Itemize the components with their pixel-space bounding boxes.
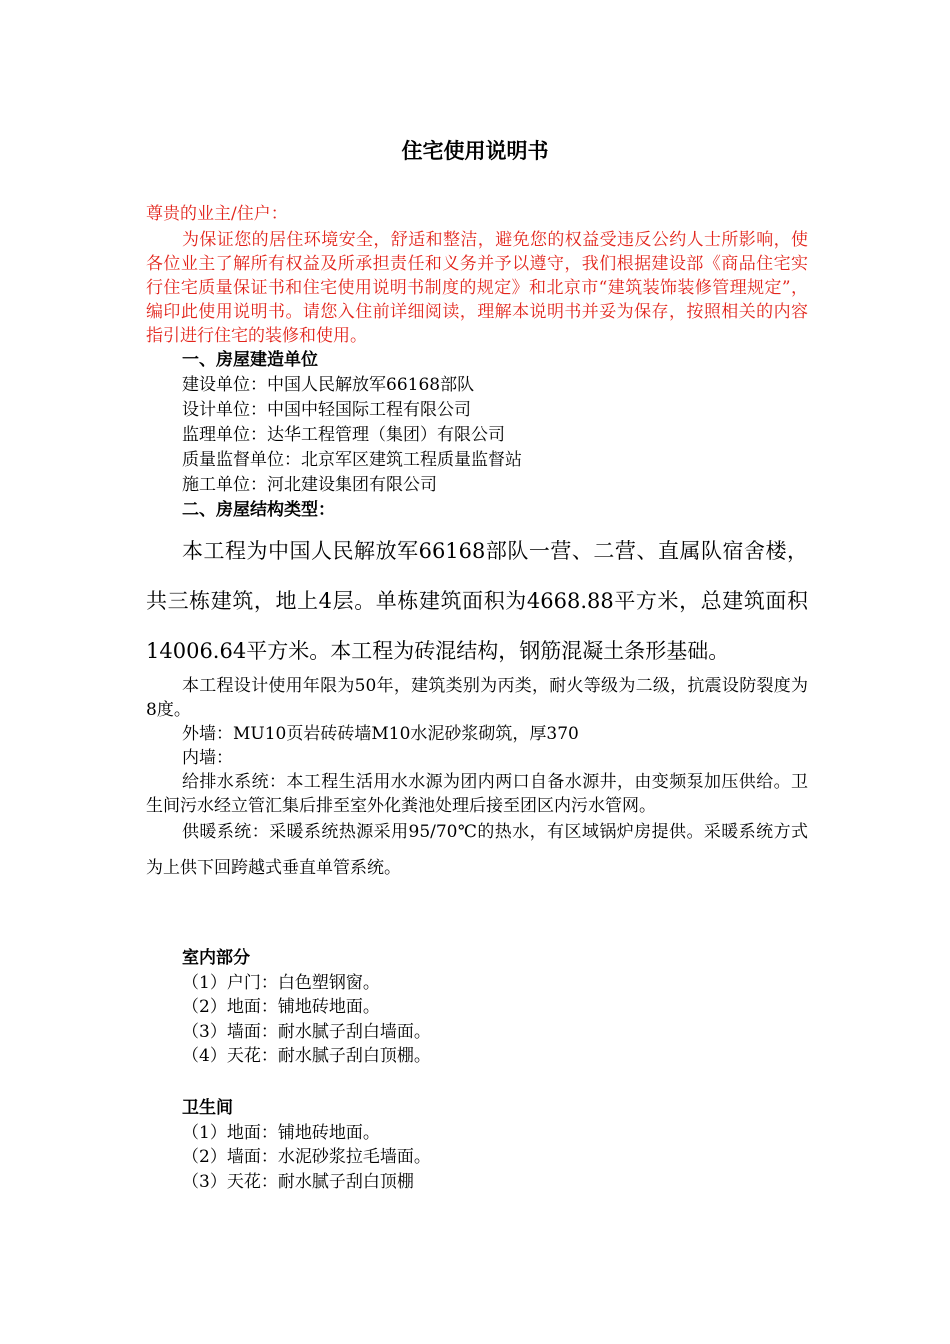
- page-title: 住宅使用说明书: [401, 139, 549, 163]
- bathroom-section: [146, 1096, 808, 1194]
- intro-block: [146, 202, 808, 348]
- structure-summary: [146, 526, 808, 676]
- bathroom-heading: 卫生间: [182, 1098, 233, 1118]
- builder-line: 建设单位：中国人民解放军66168部队: [182, 375, 475, 395]
- bathroom-item: （2）墙面：水泥砂浆拉毛墙面。: [182, 1147, 431, 1167]
- section-heading-builders: 一、房屋建造单位: [182, 350, 318, 370]
- section-heading-structure: 二、房屋结构类型：: [182, 500, 335, 520]
- structure-paragraph: 本工程为中国人民解放军66168部队一营、二营、直属队宿舍楼，共三栋建筑，地上4层。单栋建筑面积为4668.88平方米，总建筑面积14006.64平方米。本工程为砖混结构，钢筋混凝土条形基础。: [146, 539, 808, 663]
- structure-details: [146, 674, 808, 886]
- water-system-paragraph: 给排水系统：本工程生活用水水源为团内两口自备水源井，由变频泵加压供给。卫生间污水经立管汇集后排至室外化粪池处理后接至团区内污水管网。: [146, 772, 808, 816]
- salutation: 尊贵的业主/住户：: [146, 204, 288, 224]
- builder-line: 设计单位：中国中轻国际工程有限公司: [182, 400, 471, 420]
- indoor-heading: 室内部分: [182, 948, 250, 968]
- intro-paragraph: 为保证您的居住环境安全，舒适和整洁，避免您的权益受违反公约人士所影响，使各位业主了解所有权益及所承担责任和义务并予以遵守，我们根据建设部《商品住宅实行住宅质量保证书和住宅使用说明书制度的规定》和北京市“建筑装饰装修管理规定”，编印此使用说明书。请您入住前详细阅读，理解本说明书并妥为保存，按照相关的内容指引进行住宅的装修和使用。: [146, 230, 808, 346]
- builder-line: 施工单位：河北建设集团有限公司: [182, 475, 437, 495]
- design-life-paragraph: 本工程设计使用年限为50年，建筑类别为丙类，耐火等级为二级，抗震设防裂度为8度。: [146, 676, 808, 720]
- builder-line: 监理单位：达华工程管理（集团）有限公司: [182, 425, 505, 445]
- indoor-section: [146, 946, 808, 1069]
- indoor-item: （1）户门：白色塑钢窗。: [182, 972, 380, 993]
- inner-wall-line: 内墙：: [182, 748, 233, 768]
- builder-line: 质量监督单位：北京军区建筑工程质量监督站: [182, 450, 522, 470]
- indoor-item: （2）地面：铺地砖地面。: [182, 997, 380, 1017]
- heating-system-paragraph: 供暖系统：采暖系统热源采用95/70℃的热水，有区域锅炉房提供。采暖系统方式为上供下回跨越式垂直单管系统。: [146, 822, 808, 878]
- indoor-item: （4）天花：耐水腻子刮白顶棚。: [182, 1046, 431, 1066]
- section-builders: [146, 348, 808, 523]
- outer-wall-line: 外墙：MU10页岩砖砖墙M10水泥砂浆砌筑，厚370: [182, 724, 579, 744]
- bathroom-item: （3）天花：耐水腻子刮白顶棚: [182, 1171, 414, 1192]
- bathroom-item: （1）地面：铺地砖地面。: [182, 1122, 380, 1143]
- indoor-item: （3）墙面：耐水腻子刮白墙面。: [182, 1021, 431, 1042]
